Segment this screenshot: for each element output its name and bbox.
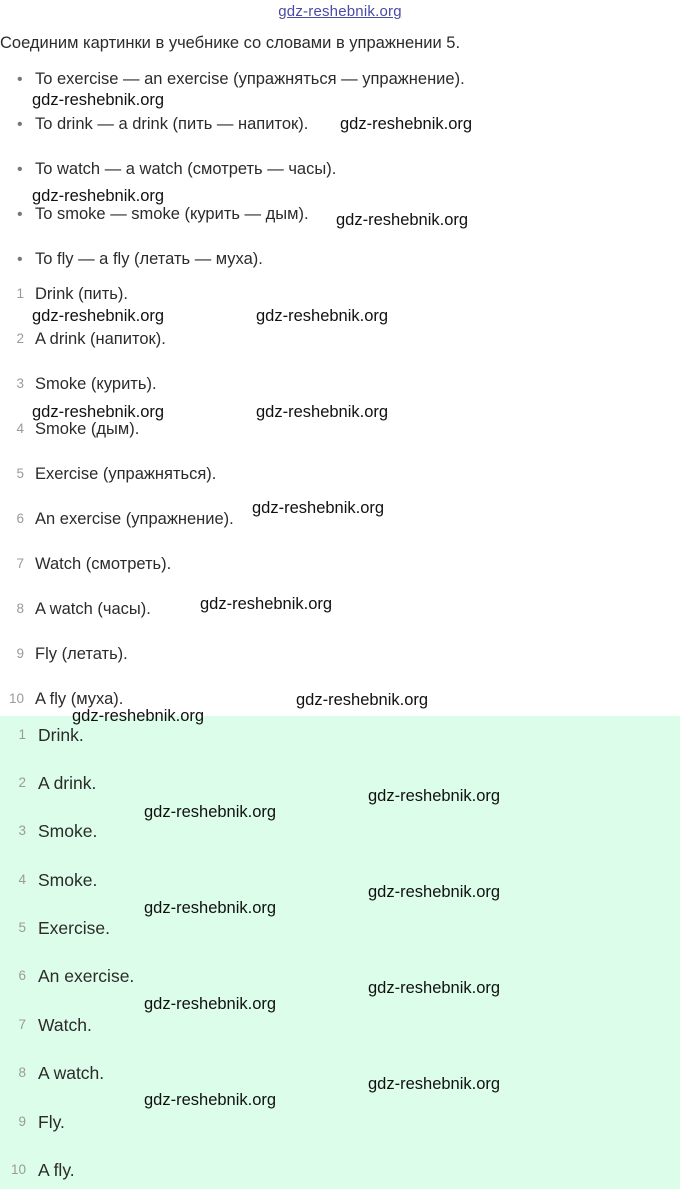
bullet-dot-icon: •	[17, 71, 23, 88]
answer-block: 1 Drink. 2 A drink. 3 Smoke. 4 Smoke. 5 Exercise. 6 An exercise. 7 Watch. 8 A watch. 9 Fly. 10 A fly.	[0, 716, 680, 1189]
bullet-item: • To watch — a watch (смотреть — часы).	[17, 158, 336, 181]
watermark: gdz-reshebnik.org	[340, 115, 473, 133]
watermark: gdz-reshebnik.org	[368, 979, 501, 997]
watermark: gdz-reshebnik.org	[296, 691, 429, 709]
watermark: gdz-reshebnik.org	[336, 211, 469, 229]
site-link[interactable]: gdz-reshebnik.org	[278, 3, 402, 20]
site-header	[0, 0, 680, 26]
watermark: gdz-reshebnik.org	[144, 1091, 277, 1109]
watermark: gdz-reshebnik.org	[144, 995, 277, 1013]
watermark: gdz-reshebnik.org	[252, 499, 385, 517]
intro-text: Соединим картинки в учебнике со словами в упражнении 5.	[0, 34, 461, 52]
bullet-dot-icon: •	[17, 206, 23, 223]
watermark: gdz-reshebnik.org	[256, 307, 389, 325]
bullet-item: • To smoke — smoke (курить — дым).	[17, 203, 309, 226]
watermark: gdz-reshebnik.org	[32, 403, 165, 421]
watermark: gdz-reshebnik.org	[144, 803, 277, 821]
watermark: gdz-reshebnik.org	[144, 899, 277, 917]
bullet-item: • To exercise — an exercise (упражняться — упражнение).	[17, 68, 465, 91]
bullet-item: • To fly — a fly (летать — муха).	[17, 248, 263, 271]
bullet-dot-icon: •	[17, 161, 23, 178]
watermark: gdz-reshebnik.org	[32, 187, 165, 205]
watermark: gdz-reshebnik.org	[32, 91, 165, 109]
bullet-item: • To drink — a drink (пить — напиток).	[17, 113, 308, 136]
watermark: gdz-reshebnik.org	[32, 307, 165, 325]
watermark: gdz-reshebnik.org	[368, 787, 501, 805]
bullet-dot-icon: •	[17, 251, 23, 268]
watermark: gdz-reshebnik.org	[200, 595, 333, 613]
watermark: gdz-reshebnik.org	[72, 707, 205, 725]
watermark: gdz-reshebnik.org	[368, 883, 501, 901]
bullet-dot-icon: •	[17, 116, 23, 133]
watermark: gdz-reshebnik.org	[368, 1075, 501, 1093]
watermark: gdz-reshebnik.org	[256, 403, 389, 421]
